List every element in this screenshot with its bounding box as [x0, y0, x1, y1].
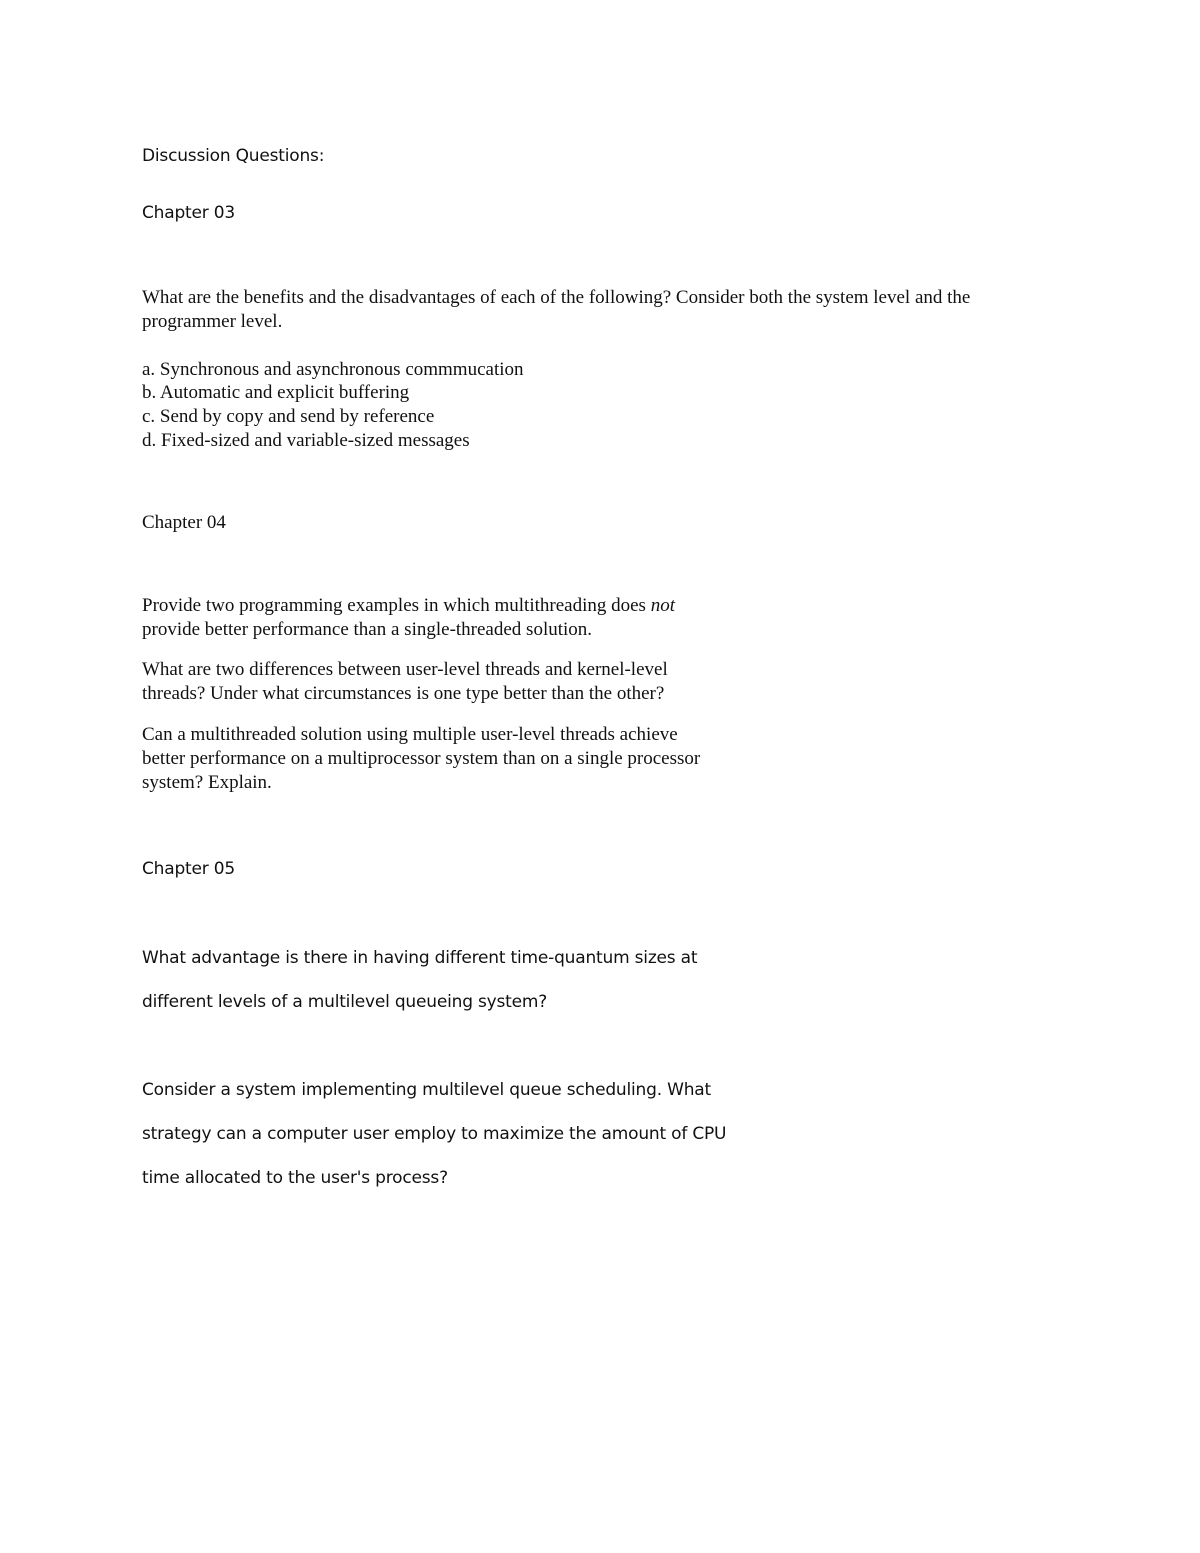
chapter-04-question-1-line-2: provide better performance than a single-threaded solution. — [142, 619, 593, 640]
chapter-04-question-3-line: better performance on a multiprocessor system than on a single processor — [142, 748, 701, 769]
document-title: Discussion Questions: — [142, 146, 325, 166]
chapter-04-question-1-text: Provide two programming examples in which multithreading does — [142, 595, 651, 616]
chapter-03-option-c: c. Send by copy and send by reference — [142, 406, 435, 427]
chapter-03-option-a: a. Synchronous and asynchronous commmucation — [142, 359, 524, 380]
chapter-05-heading: Chapter 05 — [142, 859, 236, 879]
chapter-04-heading: Chapter 04 — [142, 512, 226, 533]
chapter-05-question-2-line: time allocated to the user's process? — [142, 1168, 448, 1188]
chapter-05-question-2-line: Consider a system implementing multilevel queue scheduling. What — [142, 1080, 711, 1100]
chapter-04-question-3-line: Can a multithreaded solution using multiple user-level threads achieve — [142, 724, 678, 745]
chapter-03-heading: Chapter 03 — [142, 203, 236, 223]
chapter-05-question-2-line: strategy can a computer user employ to maximize the amount of CPU — [142, 1124, 727, 1144]
chapter-03-question-line: programmer level. — [142, 311, 283, 332]
chapter-04-question-1-emphasis: not — [650, 595, 675, 616]
chapter-03-question-line: What are the benefits and the disadvantages of each of the following? Consider both the system level and the — [142, 287, 971, 308]
chapter-05-question-1-line: What advantage is there in having different time-quantum sizes at — [142, 948, 698, 968]
chapter-04-question-3-line: system? Explain. — [142, 772, 272, 793]
chapter-04-question-2-line: threads? Under what circumstances is one type better than the other? — [142, 683, 665, 704]
chapter-03-option-b: b. Automatic and explicit buffering — [142, 382, 410, 403]
chapter-05-question-1-line: different levels of a multilevel queueing system? — [142, 992, 548, 1012]
chapter-03-option-d: d. Fixed-sized and variable-sized messages — [142, 430, 470, 451]
chapter-04-question-1-line-1 — [142, 594, 675, 618]
chapter-04-question-2-line: What are two differences between user-level threads and kernel-level — [142, 659, 668, 680]
